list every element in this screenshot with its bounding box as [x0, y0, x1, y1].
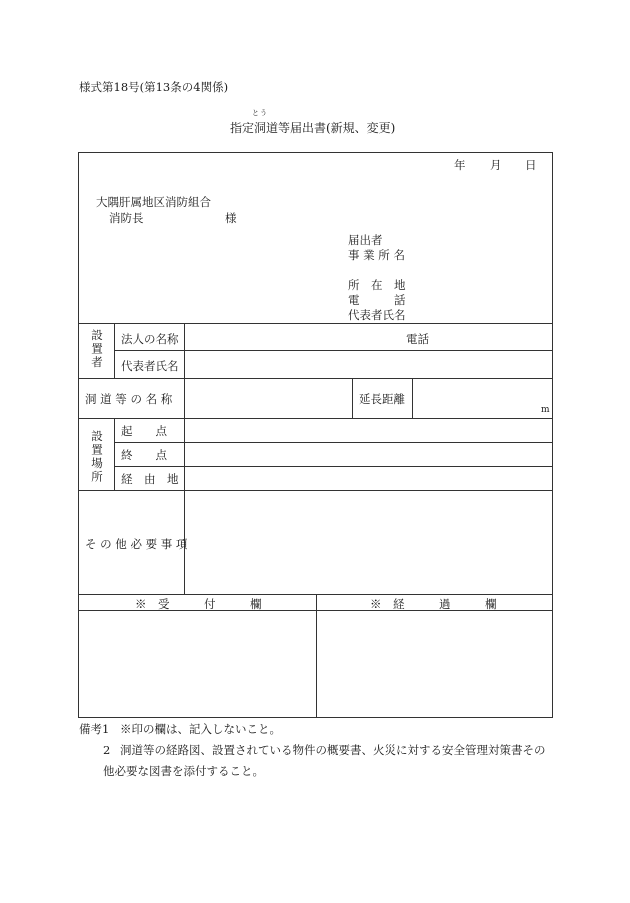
- divider: [79, 418, 552, 419]
- divider: [184, 378, 185, 418]
- note-2-line-2: 他必要な図書を添付すること。: [103, 764, 264, 778]
- business-name-label: 事 業 所 名: [348, 248, 405, 262]
- divider: [352, 378, 353, 418]
- divider: [79, 490, 552, 491]
- divider: [184, 323, 185, 378]
- applicant-label: 届出者: [348, 233, 383, 247]
- installer-phone-label: 電話: [406, 332, 429, 346]
- title-ruby: とう: [252, 109, 268, 117]
- rep-name-label: 代表者氏名: [121, 359, 179, 373]
- note-2-line-1: 洞道等の経路図、設置されている物件の概要書、火災に対する安全管理対策書その: [120, 743, 546, 757]
- page-title: 指定洞道等届出書(新規、変更): [230, 121, 396, 135]
- date-day: 日: [525, 158, 537, 172]
- via-point-label: 経 由 地: [121, 472, 179, 486]
- divider: [412, 378, 413, 418]
- date-month: 月: [490, 158, 502, 172]
- divider: [114, 323, 115, 378]
- divider: [114, 442, 552, 443]
- addressee-org: 大隅肝属地区消防組合: [96, 195, 211, 209]
- notes: [79, 719, 546, 782]
- divider: [184, 418, 185, 490]
- note-1: ※印の欄は、記入しないこと。: [120, 722, 281, 736]
- start-point-label: 起 点: [121, 424, 167, 438]
- note-2-number: 2: [103, 743, 111, 757]
- notes-prefix: 備考1: [79, 722, 110, 736]
- form-frame: [78, 152, 553, 718]
- reception-column-label: ※ 受 付 欄: [135, 597, 262, 611]
- end-point-label: 終 点: [121, 448, 167, 462]
- other-items-label: そ の 他 必 要 事 項: [85, 537, 188, 551]
- addressee-honorific: 様: [225, 211, 237, 225]
- tunnel-length-unit: m: [541, 405, 550, 415]
- installer-group-label: 設置者: [90, 329, 104, 370]
- divider: [79, 378, 552, 379]
- divider: [316, 594, 317, 718]
- form-number: 様式第18号(第13条の4関係): [79, 80, 229, 94]
- divider: [79, 323, 552, 324]
- progress-column-label: ※ 経 過 欄: [370, 597, 497, 611]
- addressee-title: 消防長: [109, 211, 144, 225]
- tunnel-length-label: 延長距離: [359, 392, 405, 406]
- representative-label: 代表者氏名: [348, 308, 406, 322]
- corp-name-label: 法人の名称: [121, 332, 179, 346]
- date-year: 年: [454, 158, 466, 172]
- phone-label: 電 話: [348, 293, 406, 307]
- divider: [114, 466, 552, 467]
- divider: [114, 418, 115, 490]
- divider: [114, 350, 552, 351]
- location-label: 所 在 地: [348, 278, 406, 292]
- location-group-label: 設置場所: [90, 430, 104, 484]
- tunnel-name-label: 洞 道 等 の 名 称: [85, 392, 173, 406]
